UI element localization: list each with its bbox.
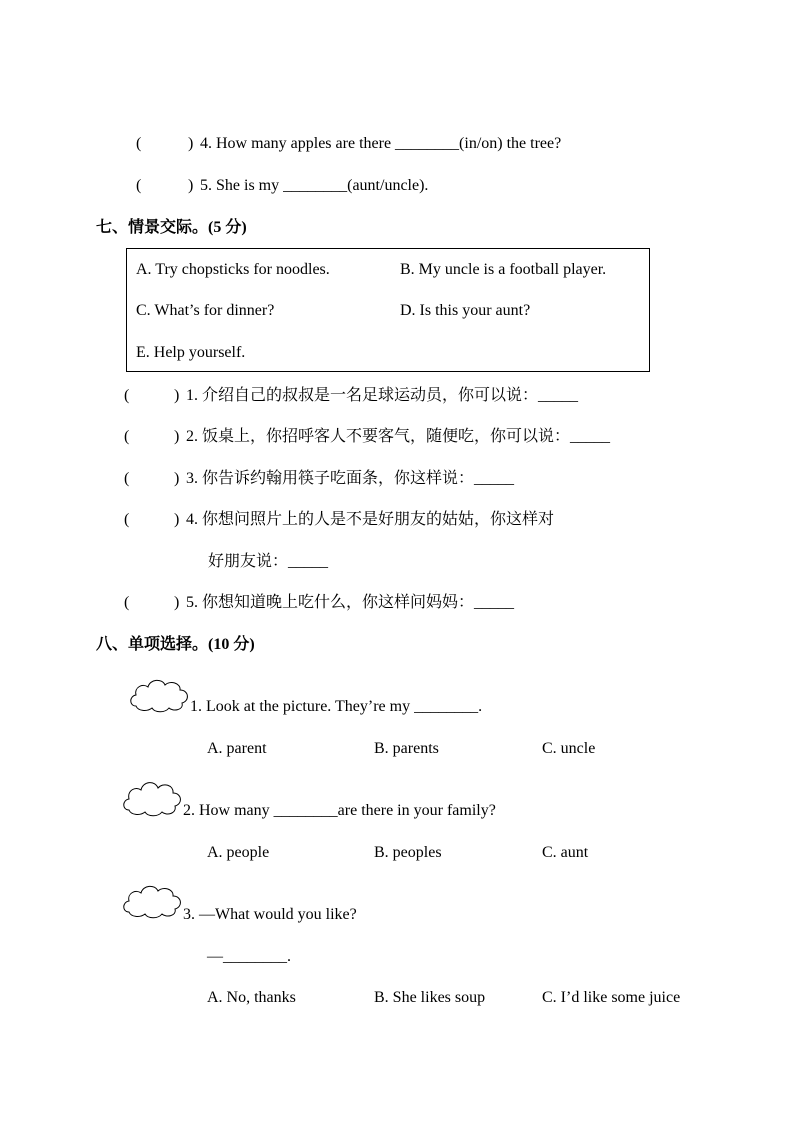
answer-paren-close: ) [188,135,194,152]
option-b: B. My uncle is a football player. [400,261,607,278]
choice-c: C. uncle [542,740,596,757]
answer-paren-close: ) [174,594,180,611]
question-text: 2. 饭桌上，你招呼客人不要客气，随便吃，你可以说：_____ [186,428,611,445]
question-text-continued: 好朋友说：_____ [208,553,329,570]
question-text: 1. 介绍自己的叔叔是一名足球运动员，你可以说：_____ [186,387,579,404]
cloud-icon [121,778,185,818]
choice-c: C. I’d like some juice [542,989,681,1006]
answer-paren-close: ) [174,428,180,445]
choice-a: A. No, thanks [207,989,296,1006]
choice-a: A. people [207,844,270,861]
question-text: 5. 你想知道晚上吃什么，你这样问妈妈：_____ [186,594,515,611]
option-d: D. Is this your aunt? [400,302,531,319]
answer-paren-open: ( [124,387,130,404]
answer-paren-open: ( [124,594,130,611]
question-text: 3. —What would you like? [183,906,357,923]
answer-paren-close: ) [174,387,180,404]
response-line: —________. [207,948,291,965]
question-text: 5. She is my ________(aunt/uncle). [200,177,429,194]
choice-b: B. She likes soup [374,989,486,1006]
answer-paren-open: ( [136,135,142,152]
question-text: 4. 你想问照片上的人是不是好朋友的姑姑，你这样对 [186,511,555,528]
cloud-icon [128,676,192,714]
choice-c: C. aunt [542,844,589,861]
choice-a: A. parent [207,740,267,757]
option-c: C. What’s for dinner? [136,302,275,319]
question-text: 1. Look at the picture. They’re my ________. [190,698,483,715]
answer-paren-close: ) [188,177,194,194]
answer-paren-close: ) [174,511,180,528]
option-a: A. Try chopsticks for noodles. [136,261,330,278]
question-text: 3. 你告诉约翰用筷子吃面条，你这样说：_____ [186,470,515,487]
choice-b: B. peoples [374,844,442,861]
section7-heading: 七、情景交际。(5 分) [96,219,247,236]
section8-heading: 八、单项选择。(10 分) [96,636,255,653]
answer-paren-open: ( [124,511,130,528]
question-text: 2. How many ________are there in your family? [183,802,496,819]
option-e: E. Help yourself. [136,344,246,361]
question-text: 4. How many apples are there ________(in/on) the tree? [200,135,562,152]
answer-paren-open: ( [124,470,130,487]
answer-paren-open: ( [136,177,142,194]
answer-paren-close: ) [174,470,180,487]
answer-paren-open: ( [124,428,130,445]
choice-b: B. parents [374,740,439,757]
cloud-icon [121,882,185,920]
